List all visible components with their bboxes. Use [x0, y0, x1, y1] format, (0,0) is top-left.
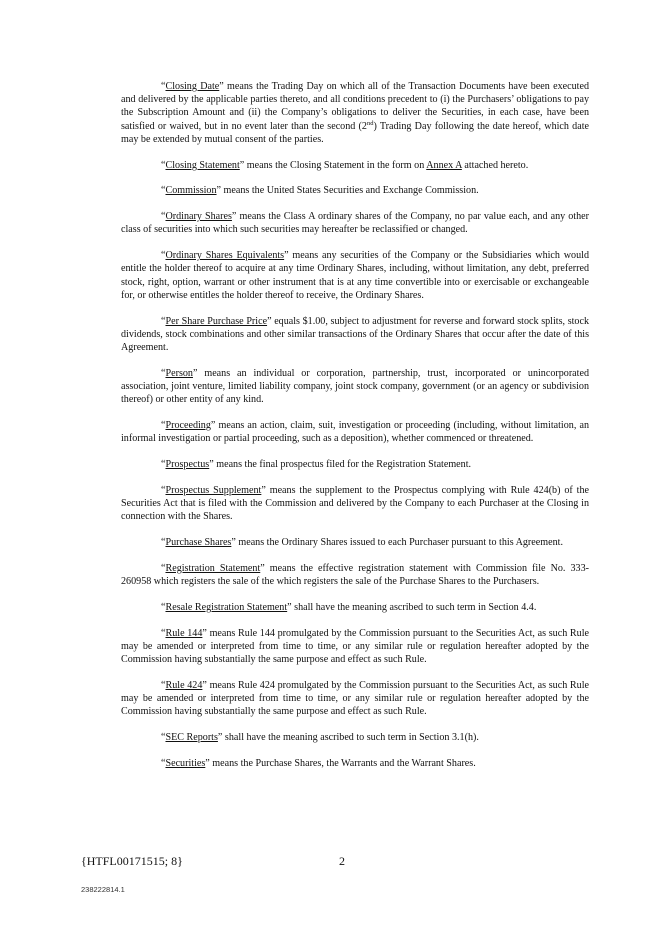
defined-term: Registration Statement — [165, 562, 261, 574]
annex-reference: Annex A — [426, 159, 462, 171]
open-quote: “ — [161, 250, 166, 262]
close-quote: ” — [205, 757, 210, 769]
definition-text: means Rule 144 promulgated by the Commission pursuant to the Securities Act, as such Rule may be amended or interpreted from time to time, or any similar rule or regulation hereafter adopted by the Commission having substantially the same purpose and effect as such Rule. — [121, 627, 589, 666]
defined-term: Prospectus Supplement — [165, 484, 262, 496]
close-quote: ” — [217, 732, 223, 744]
definition-person — [121, 367, 589, 407]
definition-prospectus — [121, 458, 589, 471]
defined-term: Ordinary Shares Equivalents — [165, 250, 285, 262]
open-quote: “ — [161, 81, 166, 92]
open-quote: “ — [161, 484, 166, 496]
close-quote: ” — [209, 459, 214, 471]
defined-term: SEC Reports — [165, 732, 218, 744]
defined-term: Commission — [165, 185, 217, 197]
definition-text: means the final prospectus filed for the Registration Statement. — [213, 459, 472, 471]
defined-term: Securities — [165, 757, 206, 769]
definition-per-share-purchase-price — [121, 315, 589, 355]
close-quote: ” — [192, 367, 198, 379]
definition-text: equals $1.00, subject to adjustment for reverse and forward stock splits, stock dividends, stock combinations and other similar transactions of the Ordinary Shares that occur after the date of this Agreement. — [121, 315, 590, 354]
definition-text: shall have the meaning ascribed to such term in Section 4.4. — [291, 601, 537, 613]
document-code: 238222814.1 — [81, 885, 125, 894]
open-quote: “ — [161, 367, 166, 379]
definition-rule-424 — [121, 679, 589, 719]
close-quote: ” — [260, 562, 265, 574]
close-quote: ” — [231, 537, 236, 549]
definition-text-end: attached hereto. — [461, 159, 529, 171]
definition-commission — [121, 184, 589, 197]
definitions-section — [121, 80, 589, 783]
open-quote: “ — [161, 420, 166, 432]
definition-text: means Rule 424 promulgated by the Commission pursuant to the Securities Act, as such Rule may be amended or interpreted from time to time, or any similar rule or regulation hereafter adopted by the Commission having substantially the same purpose and effect as such Rule. — [121, 679, 589, 718]
definition-ordinary-shares-equivalents — [121, 249, 589, 302]
definition-resale-registration-statement — [121, 601, 589, 614]
open-quote: “ — [161, 185, 166, 197]
definition-text: means an individual or corporation, partnership, trust, incorporated or unincorporated association, joint venture, limited liability company, joint stock company, government (or an agency or subdivision thereof) or other entity of any kind. — [121, 367, 589, 406]
defined-term: Proceeding — [165, 420, 211, 432]
open-quote: “ — [161, 159, 166, 171]
defined-term: Purchase Shares — [165, 537, 232, 549]
definition-text: means the United States Securities and Exchange Commission. — [221, 185, 479, 197]
close-quote: ” — [284, 250, 289, 262]
open-quote: “ — [161, 601, 166, 613]
open-quote: “ — [161, 679, 166, 691]
definition-registration-statement — [121, 562, 589, 588]
definition-securities — [121, 757, 589, 770]
definition-text: means the supplement to the Prospectus complying with Rule 424(b) of the Securities Act that is filed with the Commission and delivered by the Company to each Purchaser at the Closing in connection with the Shares. — [121, 484, 590, 523]
close-quote: ” — [267, 315, 272, 327]
definition-text: means the Class A ordinary shares of the Company, no par value each, and any other class of securities into which such securities may hereafter be reclassified or changed. — [121, 211, 589, 236]
defined-term: Ordinary Shares — [165, 211, 232, 223]
defined-term: Closing Statement — [165, 159, 240, 171]
open-quote: “ — [161, 315, 166, 327]
defined-term: Prospectus — [165, 459, 210, 471]
definition-text: means the Ordinary Shares issued to each Purchaser pursuant to this Agreement. — [235, 537, 563, 549]
close-quote: ” — [219, 81, 224, 92]
open-quote: “ — [161, 537, 166, 549]
open-quote: “ — [161, 459, 166, 471]
open-quote: “ — [161, 627, 166, 639]
definition-text: means an action, claim, suit, investigation or proceeding (including, without limitation, an informal investigation or partial proceeding, such as a deposition), whether commenced or threatened. — [121, 420, 589, 445]
definition-ordinary-shares — [121, 210, 589, 236]
ordinal-suffix: nd — [366, 119, 374, 127]
definition-text: means the effective registration statement with Commission file No. 333-260958 which registers the sale of the which registers the sale of the Purchase Shares to the Purchasers. — [121, 562, 589, 588]
close-quote: ” — [287, 601, 292, 613]
definition-prospectus-supplement — [121, 484, 589, 524]
definition-purchase-shares — [121, 536, 589, 549]
definition-proceeding — [121, 419, 589, 445]
defined-term: Rule 144 — [165, 627, 203, 639]
defined-term: Resale Registration Statement — [165, 601, 288, 613]
close-quote: ” — [216, 185, 222, 197]
definition-rule-144 — [121, 627, 589, 667]
open-quote: “ — [161, 757, 166, 769]
close-quote: ” — [261, 484, 266, 496]
defined-term: Per Share Purchase Price — [165, 315, 268, 327]
definition-sec-reports — [121, 731, 589, 744]
close-quote: ” — [239, 159, 245, 171]
document-reference: {HTFL00171515; 8} — [81, 854, 183, 868]
open-quote: “ — [161, 562, 166, 574]
definition-text: means the Purchase Shares, the Warrants and the Warrant Shares. — [209, 757, 476, 769]
definition-text: means the Closing Statement in the form on — [244, 159, 427, 171]
close-quote: ” — [202, 679, 207, 691]
open-quote: “ — [161, 211, 166, 223]
definition-closing-statement — [121, 159, 589, 172]
definition-text: means any securities of the Company or the Subsidiaries which would entitle the holder thereof to acquire at any time Ordinary Shares, including, without limitation, any debt, preferred stock, right, option, warrant or other instrument that is at any time convertible into or exercisable or exchangeable for, or otherwise entitles the holder thereof to receive, the Ordinary Shares. — [121, 250, 589, 301]
close-quote: ” — [202, 627, 207, 639]
defined-term: Rule 424 — [165, 679, 203, 691]
definition-text: shall have the meaning ascribed to such term in Section 3.1(h). — [222, 732, 479, 744]
open-quote: “ — [161, 732, 166, 744]
page-number: 2 — [339, 854, 345, 868]
defined-term: Person — [165, 367, 193, 379]
definition-text: means the Trading Day on which all of the Transaction Documents have been executed and delivered by the applicable parties thereto, and all conditions precedent to (i) the Purchasers’ obligations to pay the Subscription Amount and (ii) the Company’s obligations to deliver the Securities, in each case, have been satisfied or waived, but in no event later than the second (2 — [121, 81, 589, 132]
definition-text-end: ) Trading Day following the date hereof, which date may be extended by mutual consent of the parties. — [121, 120, 589, 145]
defined-term: Closing Date — [165, 81, 220, 92]
close-quote: ” — [210, 420, 216, 432]
close-quote: ” — [231, 211, 237, 223]
definition-closing-date — [121, 80, 589, 146]
